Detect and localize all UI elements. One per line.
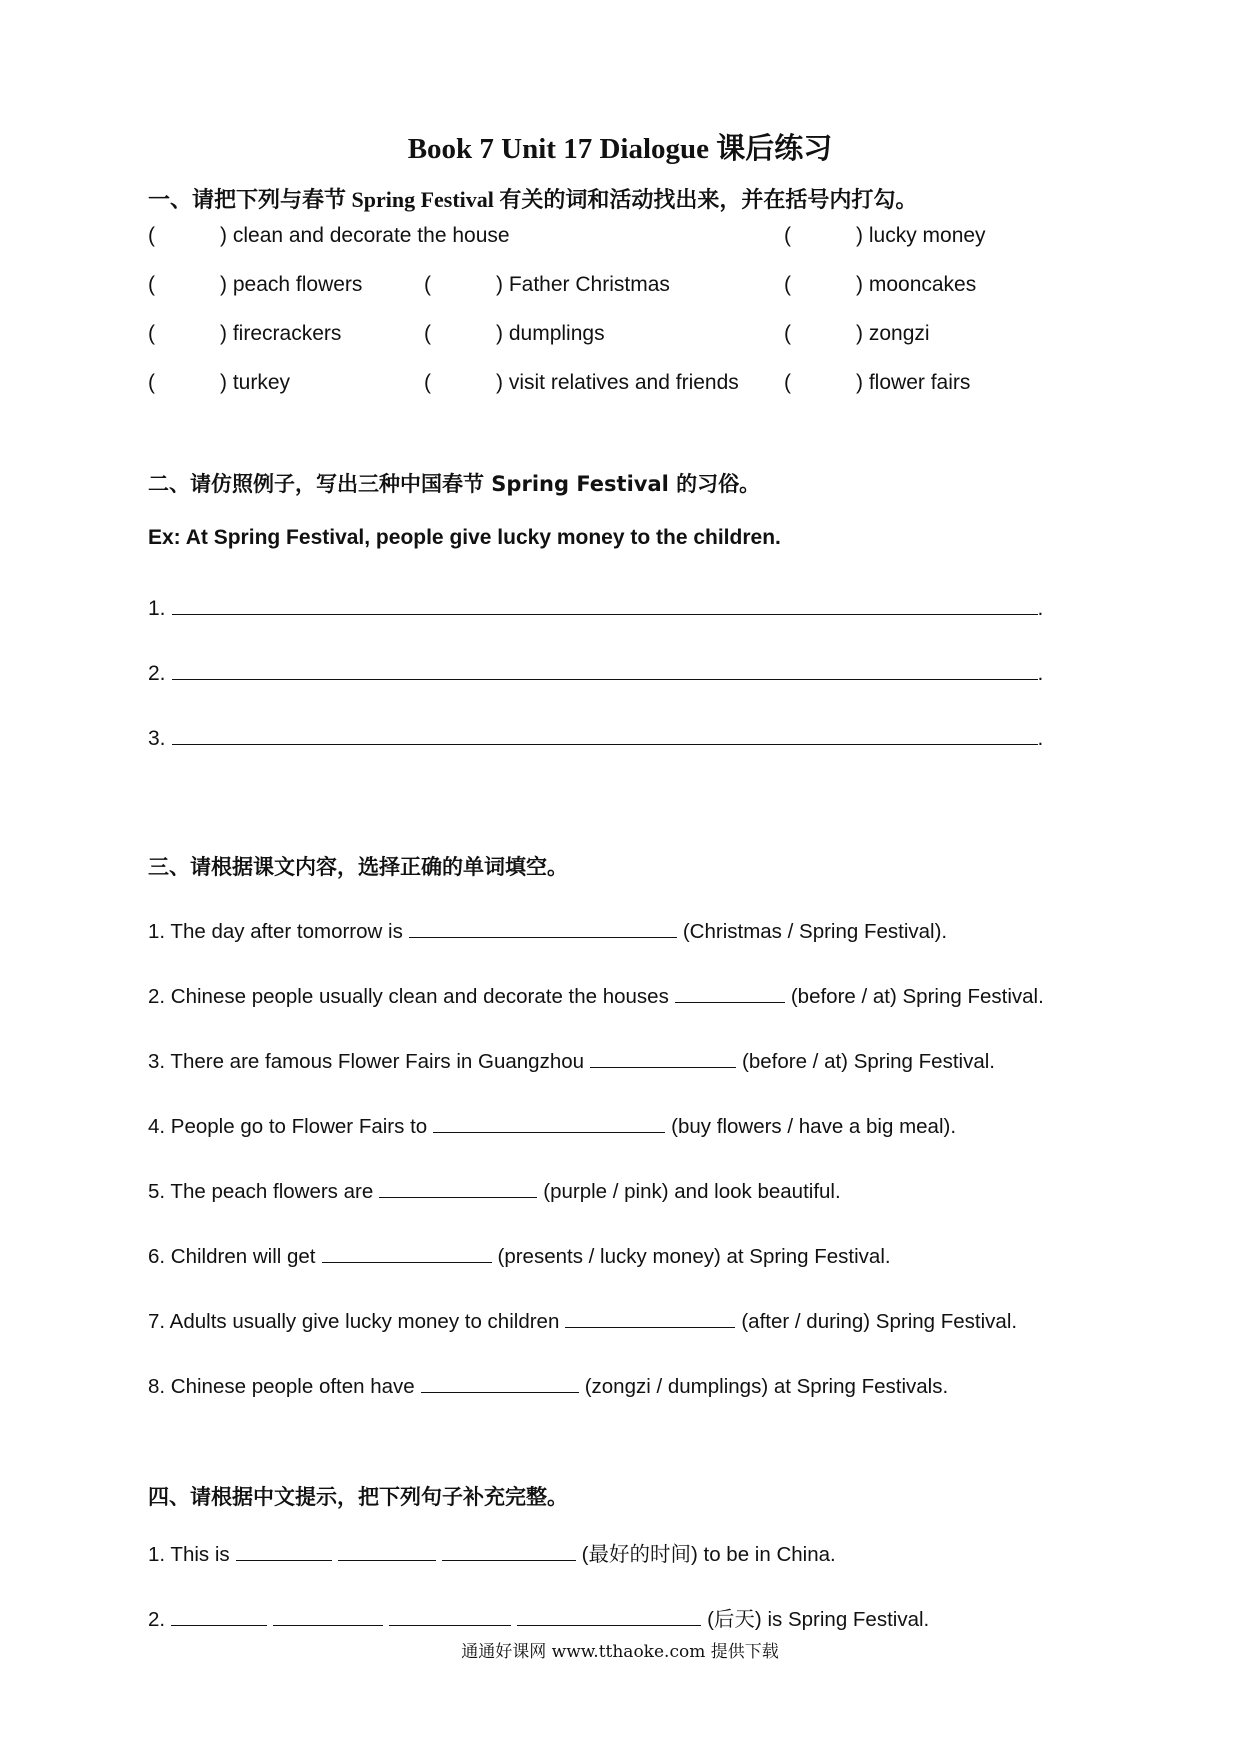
fill-blank[interactable] <box>171 1605 267 1626</box>
fill-blank[interactable] <box>379 1177 537 1198</box>
paren-open: ( <box>424 371 431 394</box>
fill-text-before: 1. This is <box>148 1543 230 1566</box>
fill-item-8 <box>148 1372 948 1399</box>
check-item-firecrackers[interactable] <box>148 322 341 346</box>
fill-blank[interactable] <box>565 1307 735 1328</box>
check-item-visit-relatives[interactable] <box>424 371 739 395</box>
paren-close: ) <box>220 322 227 345</box>
item-label: clean and decorate the house <box>232 224 510 247</box>
fill-text-before: 5. The peach flowers are <box>148 1180 374 1203</box>
fill-blank[interactable] <box>590 1047 736 1068</box>
translate-item-1 <box>148 1537 836 1567</box>
paren-close: ) <box>856 322 863 345</box>
paren-close: ) <box>220 224 227 247</box>
check-item-zongzi[interactable] <box>784 322 930 346</box>
check-item-father-christmas[interactable] <box>424 273 670 297</box>
fill-text-after: (before / at) Spring Festival. <box>790 985 1044 1008</box>
fill-text-before: 2. <box>148 1608 166 1631</box>
paren-open: ( <box>148 273 155 296</box>
paren-close: ) <box>496 371 503 394</box>
fill-text-before: 1. The day after tomorrow is <box>148 920 403 943</box>
item-label: zongzi <box>868 322 930 345</box>
line-end: . <box>1037 597 1044 620</box>
line-end: . <box>1037 727 1044 750</box>
paren-close: ) <box>496 273 503 296</box>
section3-heading: 三、请根据课文内容，选择正确的单词填空。 <box>148 855 568 879</box>
paren-open: ( <box>424 273 431 296</box>
page-title: Book 7 Unit 17 Dialogue 课后练习 <box>407 133 833 165</box>
paren-open: ( <box>148 224 155 247</box>
paren-open: ( <box>784 273 791 296</box>
answer-line-1[interactable] <box>148 592 1043 621</box>
fill-item-1 <box>148 917 947 944</box>
item-label: mooncakes <box>868 273 977 296</box>
item-label: dumplings <box>508 322 605 345</box>
paren-close: ) <box>856 273 863 296</box>
check-item-turkey[interactable] <box>148 371 290 395</box>
item-label: visit relatives and friends <box>508 371 739 394</box>
line-number: 2. <box>148 662 166 685</box>
paren-close: ) <box>856 371 863 394</box>
fill-blank[interactable] <box>421 1372 579 1393</box>
check-item-mooncakes[interactable] <box>784 273 976 297</box>
fill-blank[interactable] <box>273 1605 383 1626</box>
paren-open: ( <box>424 322 431 345</box>
fill-text-before: 7. Adults usually give lucky money to children <box>148 1310 560 1333</box>
fill-text-before: 6. Children will get <box>148 1245 316 1268</box>
paren-close: ) <box>496 322 503 345</box>
paren-open: ( <box>148 322 155 345</box>
fill-text-before: 8. Chinese people often have <box>148 1375 415 1398</box>
fill-blank[interactable] <box>409 917 677 938</box>
paren-close: ) <box>856 224 863 247</box>
fill-item-3 <box>148 1047 995 1074</box>
item-label: flower fairs <box>868 371 971 394</box>
check-item-lucky-money[interactable] <box>784 224 986 248</box>
fill-item-4 <box>148 1112 956 1139</box>
fill-text-after: (zongzi / dumplings) at Spring Festivals. <box>584 1375 949 1398</box>
check-item-flower-fairs[interactable] <box>784 371 970 395</box>
translate-item-2 <box>148 1602 929 1632</box>
fill-blank[interactable] <box>517 1605 701 1626</box>
fill-text-after: (before / at) Spring Festival. <box>742 1050 995 1073</box>
fill-blank[interactable] <box>389 1605 511 1626</box>
fill-blank[interactable] <box>338 1540 436 1561</box>
fill-item-6 <box>148 1242 891 1269</box>
item-label: lucky money <box>868 224 986 247</box>
fill-text-before: 4. People go to Flower Fairs to <box>148 1115 428 1138</box>
section2-heading: 二、请仿照例子，写出三种中国春节 Spring Festival 的习俗。 <box>148 472 761 496</box>
answer-blank[interactable] <box>172 657 1038 680</box>
fill-text-after: (最好的时间) to be in China. <box>581 1543 836 1566</box>
fill-blank[interactable] <box>322 1242 492 1263</box>
fill-blank[interactable] <box>675 982 785 1003</box>
paren-open: ( <box>148 371 155 394</box>
answer-blank[interactable] <box>172 592 1038 615</box>
answer-line-2[interactable] <box>148 657 1043 686</box>
line-number: 3. <box>148 727 166 750</box>
fill-text-after: (purple / pink) and look beautiful. <box>543 1180 841 1203</box>
paren-open: ( <box>784 224 791 247</box>
section4-heading: 四、请根据中文提示，把下列句子补充完整。 <box>148 1485 568 1509</box>
paren-close: ) <box>220 371 227 394</box>
fill-text-after: (后天) is Spring Festival. <box>707 1608 930 1631</box>
paren-close: ) <box>220 273 227 296</box>
page-footer: 通通好课网 www.tthaoke.com 提供下载 <box>461 1642 779 1662</box>
fill-blank[interactable] <box>236 1540 332 1561</box>
fill-text-after: (Christmas / Spring Festival). <box>682 920 948 943</box>
fill-item-2 <box>148 982 1044 1009</box>
section1-heading: 一、请把下列与春节 Spring Festival 有关的词和活动找出来，并在括号内打勾。 <box>148 187 918 212</box>
line-end: . <box>1037 662 1044 685</box>
fill-item-5 <box>148 1177 841 1204</box>
fill-text-before: 3. There are famous Flower Fairs in Guangzhou <box>148 1050 585 1073</box>
check-item-dumplings[interactable] <box>424 322 605 346</box>
fill-text-before: 2. Chinese people usually clean and decorate the houses <box>148 985 669 1008</box>
paren-open: ( <box>784 322 791 345</box>
item-label: peach flowers <box>232 273 363 296</box>
check-item-clean-decorate[interactable] <box>148 224 510 248</box>
answer-line-3[interactable] <box>148 722 1043 751</box>
line-number: 1. <box>148 597 166 620</box>
answer-blank[interactable] <box>172 722 1038 745</box>
fill-blank[interactable] <box>442 1540 576 1561</box>
item-label: firecrackers <box>232 322 342 345</box>
paren-open: ( <box>784 371 791 394</box>
fill-text-after: (presents / lucky money) at Spring Festival. <box>497 1245 891 1268</box>
fill-item-7 <box>148 1307 1017 1334</box>
example-sentence: Ex: At Spring Festival, people give lucky money to the children. <box>148 526 781 549</box>
item-label: Father Christmas <box>508 273 670 296</box>
item-label: turkey <box>232 371 291 394</box>
fill-text-after: (buy flowers / have a big meal). <box>671 1115 957 1138</box>
fill-blank[interactable] <box>433 1112 665 1133</box>
check-item-peach-flowers[interactable] <box>148 273 362 297</box>
fill-text-after: (after / during) Spring Festival. <box>741 1310 1018 1333</box>
